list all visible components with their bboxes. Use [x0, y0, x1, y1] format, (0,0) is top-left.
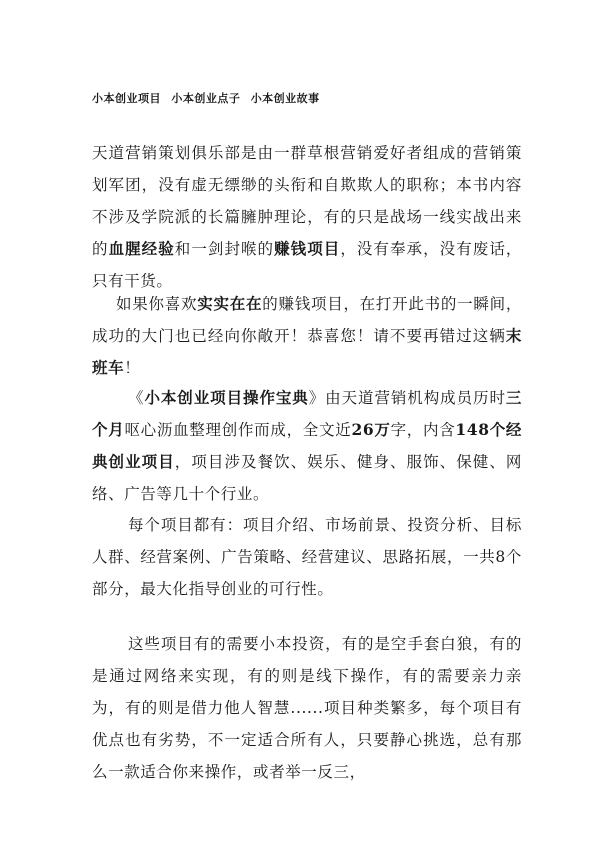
- text-run: 和一剑封喉的: [174, 240, 275, 258]
- text-run: 《: [128, 389, 145, 407]
- paragraph-project-structure: 每个项目都有：项目介绍、市场前景、投资分析、目标人群、经营案例、广告策略、经营建议、思路拓展，一共8个部分，最大化指导创业的可行性。: [92, 516, 522, 598]
- bold-text: 小本创业项目操作宝典: [144, 388, 309, 407]
- header-keyword: 小本创业点子: [171, 92, 241, 105]
- text-run: 的赚钱项目，在打开此书的一瞬间，成功的大门也已经向你敞开！恭喜您！请不要再错过这辆: [92, 295, 522, 345]
- bold-text: 148个经典创业项目: [92, 420, 523, 471]
- text-run: ，项目涉及餐饮、娱乐、健身、服饰、保健、网络、广告等几十个行业。: [92, 453, 522, 503]
- text-run: 字，内含: [390, 421, 456, 439]
- paragraph-project-types: 这些项目有的需要小本投资，有的是空手套白狼，有的是通过网络来实现，有的则是线下操作，有的需要亲力亲为，有的则是借力他人智慧......项目种类繁多，每个项目有优点也有劣势，不一定适合所有人，只要静心挑选，总有那么一款适合你来操作，或者举一反三，: [92, 635, 522, 781]
- bold-text: 三个月: [92, 388, 522, 439]
- header-keyword: 小本创业项目: [92, 92, 161, 105]
- text-run: 天道营销策划俱乐部是由一群草根营销爱好者组成的营销策划军团，没有虚无缥缈的头衔和自欺欺人的职称；本书内容不涉及学院派的长篇臃肿理论，有的只是战场一线实战出来的: [92, 144, 522, 258]
- paragraph-book-info: [92, 382, 522, 510]
- text-run: 如果你喜欢: [116, 295, 198, 313]
- text-run: ，没有奉承，没有废话，只有干货。: [92, 240, 522, 290]
- bold-text: 赚钱项目: [274, 239, 341, 258]
- text-run: ！: [124, 359, 141, 377]
- paragraph-opportunity: [92, 288, 522, 384]
- text-run: 呕心沥血整理创作而成，全文近: [124, 421, 352, 439]
- bold-text: 血腥经验: [108, 239, 175, 258]
- paragraph-intro: [92, 137, 522, 297]
- header-keyword: 小本创业故事: [250, 92, 320, 105]
- bold-text: 实实在在: [197, 294, 263, 313]
- bold-text: 末班车: [92, 326, 522, 377]
- header-keywords: [92, 90, 326, 106]
- bold-text: 26万: [351, 420, 391, 439]
- text-run: 》由天道营销机构成员历时: [308, 389, 506, 407]
